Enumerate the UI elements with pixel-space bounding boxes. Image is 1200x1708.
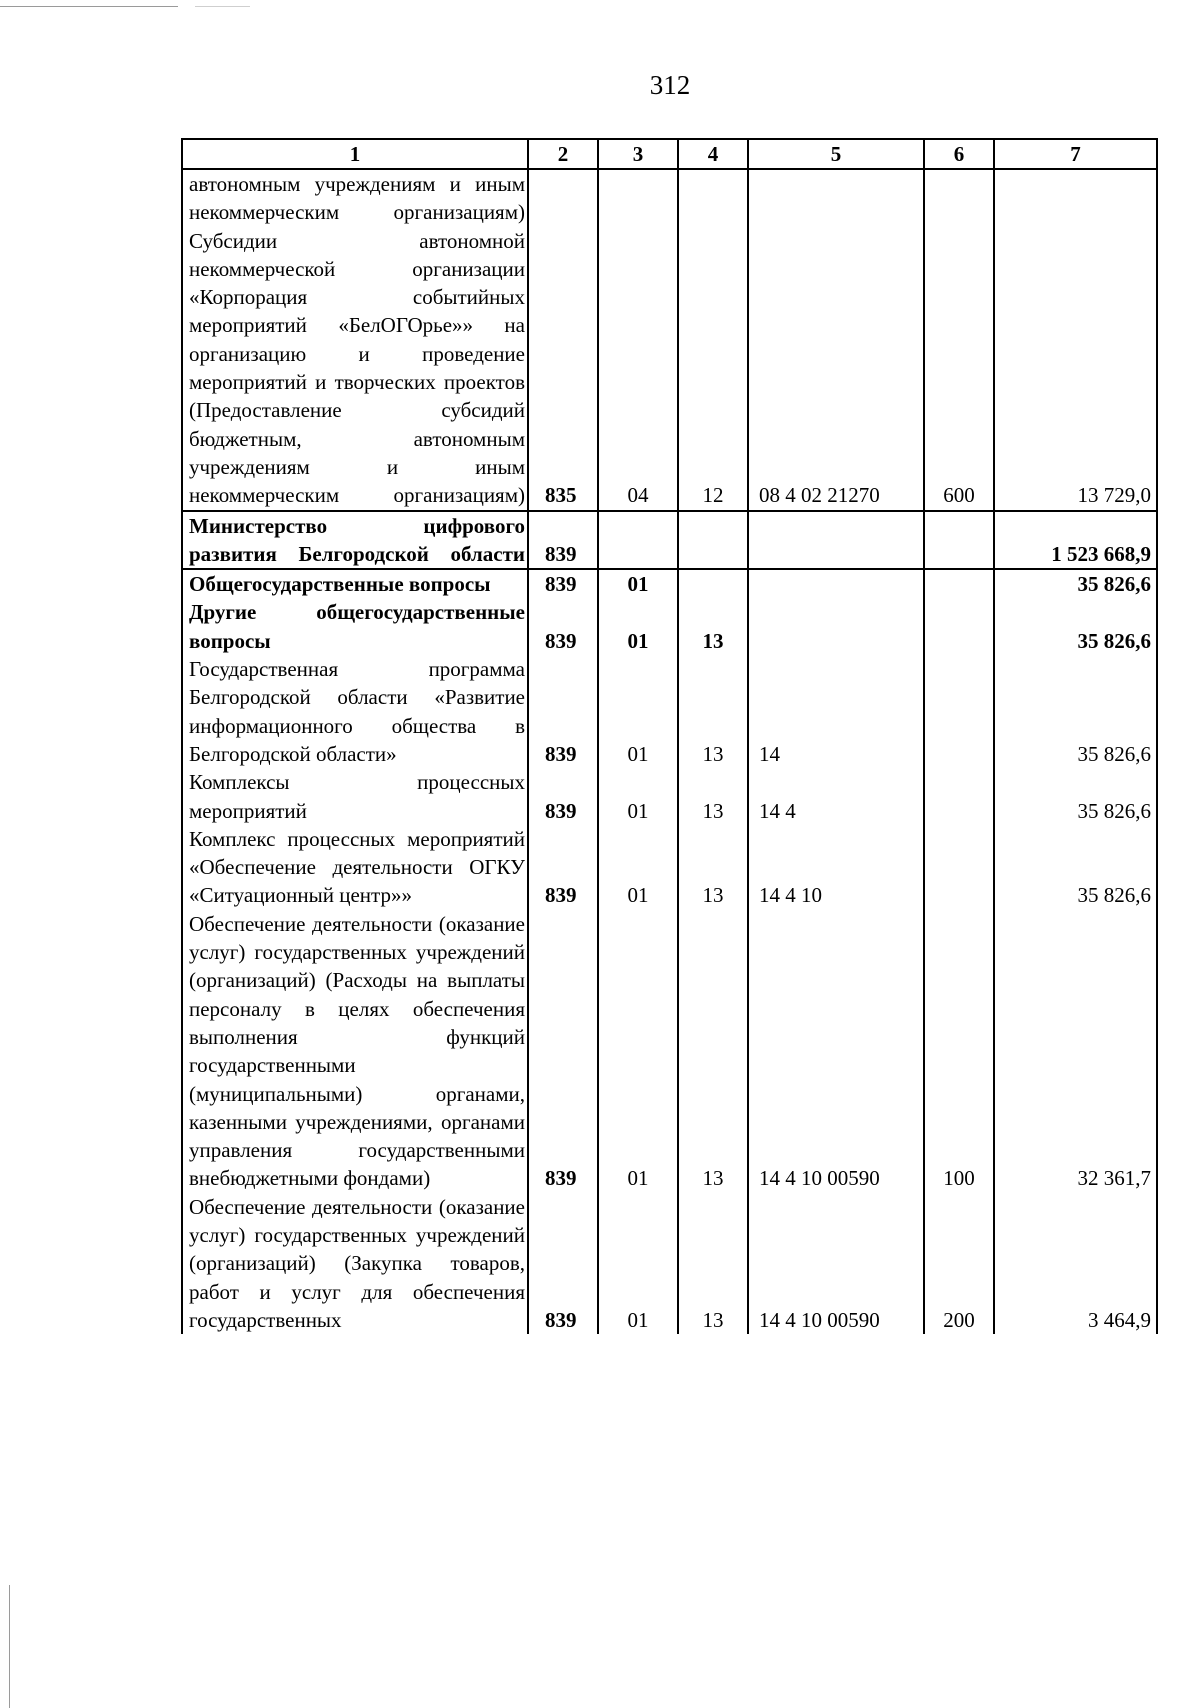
row-sum: 35 826,6 <box>994 825 1157 910</box>
row-target-article: 08 4 02 21270 <box>748 169 924 511</box>
row-subsection: 12 <box>678 169 748 511</box>
row-name: Комплексы процессных мероприятий <box>182 768 528 825</box>
row-section: 04 <box>598 169 678 511</box>
row-section: 01 <box>598 1193 678 1334</box>
row-code: 839 <box>528 655 598 768</box>
row-sum: 3 464,9 <box>994 1193 1157 1334</box>
row-sum: 32 361,7 <box>994 910 1157 1193</box>
scan-edge-top-short <box>195 6 250 7</box>
table-row <box>182 169 1157 511</box>
row-subsection: 13 <box>678 825 748 910</box>
row-code: 835 <box>528 169 598 511</box>
row-name: Государственная программа Белгородской области «Развитие информационного общества в Белгородской области» <box>182 655 528 768</box>
row-code: 839 <box>528 825 598 910</box>
row-section: 01 <box>598 768 678 825</box>
row-name: Другие общегосударственные вопросы <box>182 598 528 655</box>
row-sum: 1 523 668,9 <box>994 511 1157 570</box>
row-section: 01 <box>598 569 678 598</box>
row-code: 839 <box>528 511 598 570</box>
scan-edge-top <box>0 6 178 7</box>
row-expense-type: 200 <box>924 1193 994 1334</box>
row-section <box>598 511 678 570</box>
scan-edge-left <box>9 1585 10 1708</box>
row-sum: 35 826,6 <box>994 598 1157 655</box>
row-expense-type <box>924 569 994 598</box>
row-expense-type: 100 <box>924 910 994 1193</box>
header-col-7: 7 <box>994 139 1157 169</box>
header-col-5: 5 <box>748 139 924 169</box>
header-col-6: 6 <box>924 139 994 169</box>
row-section: 01 <box>598 910 678 1193</box>
row-code: 839 <box>528 598 598 655</box>
header-col-1: 1 <box>182 139 528 169</box>
page-number: 312 <box>649 70 691 100</box>
header-col-3: 3 <box>598 139 678 169</box>
header-row <box>182 139 1157 169</box>
budget-table <box>181 138 1158 1334</box>
row-name: Комплекс процессных мероприятий «Обеспечение деятельности ОГКУ «Ситуационный центр»» <box>182 825 528 910</box>
header-col-2: 2 <box>528 139 598 169</box>
row-expense-type: 600 <box>924 169 994 511</box>
row-name: Обеспечение деятельности (оказание услуг) государственных учреждений (организаций) (Расходы на выплаты персоналу в целях обеспечения выполнения функций государственными (муниципальными) органами, казенными учреждениями, органами управления государственными внебюджетными фондами) <box>182 910 528 1193</box>
row-sum: 13 729,0 <box>994 169 1157 511</box>
row-target-article <box>748 598 924 655</box>
row-subsection <box>678 511 748 570</box>
row-code: 839 <box>528 910 598 1193</box>
header-col-4: 4 <box>678 139 748 169</box>
row-code: 839 <box>528 768 598 825</box>
row-section: 01 <box>598 825 678 910</box>
row-target-article: 14 4 <box>748 768 924 825</box>
row-target-article <box>748 569 924 598</box>
row-target-article: 14 4 10 <box>748 825 924 910</box>
table-row <box>182 1193 1157 1334</box>
row-name: Обеспечение деятельности (оказание услуг) государственных учреждений (организаций) (Закупка товаров, работ и услуг для обеспечения государственных <box>182 1193 528 1334</box>
row-section: 01 <box>598 598 678 655</box>
table-row <box>182 768 1157 825</box>
row-name: автономным учреждениям и иным некоммерческим организациям) Субсидии автономной некоммерческой организации «Корпорация событийных мероприятий «БелОГОрье»» на организацию и проведение мероприятий и творческих проектов (Предоставление субсидий бюджетным, автономным учреждениям и иным некоммерческим организациям) <box>182 169 528 511</box>
row-subsection: 13 <box>678 1193 748 1334</box>
row-expense-type <box>924 598 994 655</box>
row-subsection: 13 <box>678 598 748 655</box>
row-subsection: 13 <box>678 655 748 768</box>
row-subsection: 13 <box>678 768 748 825</box>
row-sum: 35 826,6 <box>994 655 1157 768</box>
row-subsection: 13 <box>678 910 748 1193</box>
row-expense-type <box>924 655 994 768</box>
row-section: 01 <box>598 655 678 768</box>
row-code: 839 <box>528 569 598 598</box>
row-code: 839 <box>528 1193 598 1334</box>
row-subsection <box>678 569 748 598</box>
table-row <box>182 569 1157 598</box>
row-sum: 35 826,6 <box>994 768 1157 825</box>
row-target-article: 14 4 10 00590 <box>748 910 924 1193</box>
row-name: Министерство цифрового развития Белгородской области <box>182 511 528 570</box>
row-name: Общегосударственные вопросы <box>182 569 528 598</box>
table-row <box>182 825 1157 910</box>
table-row <box>182 598 1157 655</box>
row-expense-type <box>924 825 994 910</box>
row-target-article: 14 4 10 00590 <box>748 1193 924 1334</box>
row-expense-type <box>924 768 994 825</box>
table-row <box>182 910 1157 1193</box>
row-target-article: 14 <box>748 655 924 768</box>
table-row <box>182 511 1157 570</box>
table-row <box>182 655 1157 768</box>
row-target-article <box>748 511 924 570</box>
row-expense-type <box>924 511 994 570</box>
row-sum: 35 826,6 <box>994 569 1157 598</box>
